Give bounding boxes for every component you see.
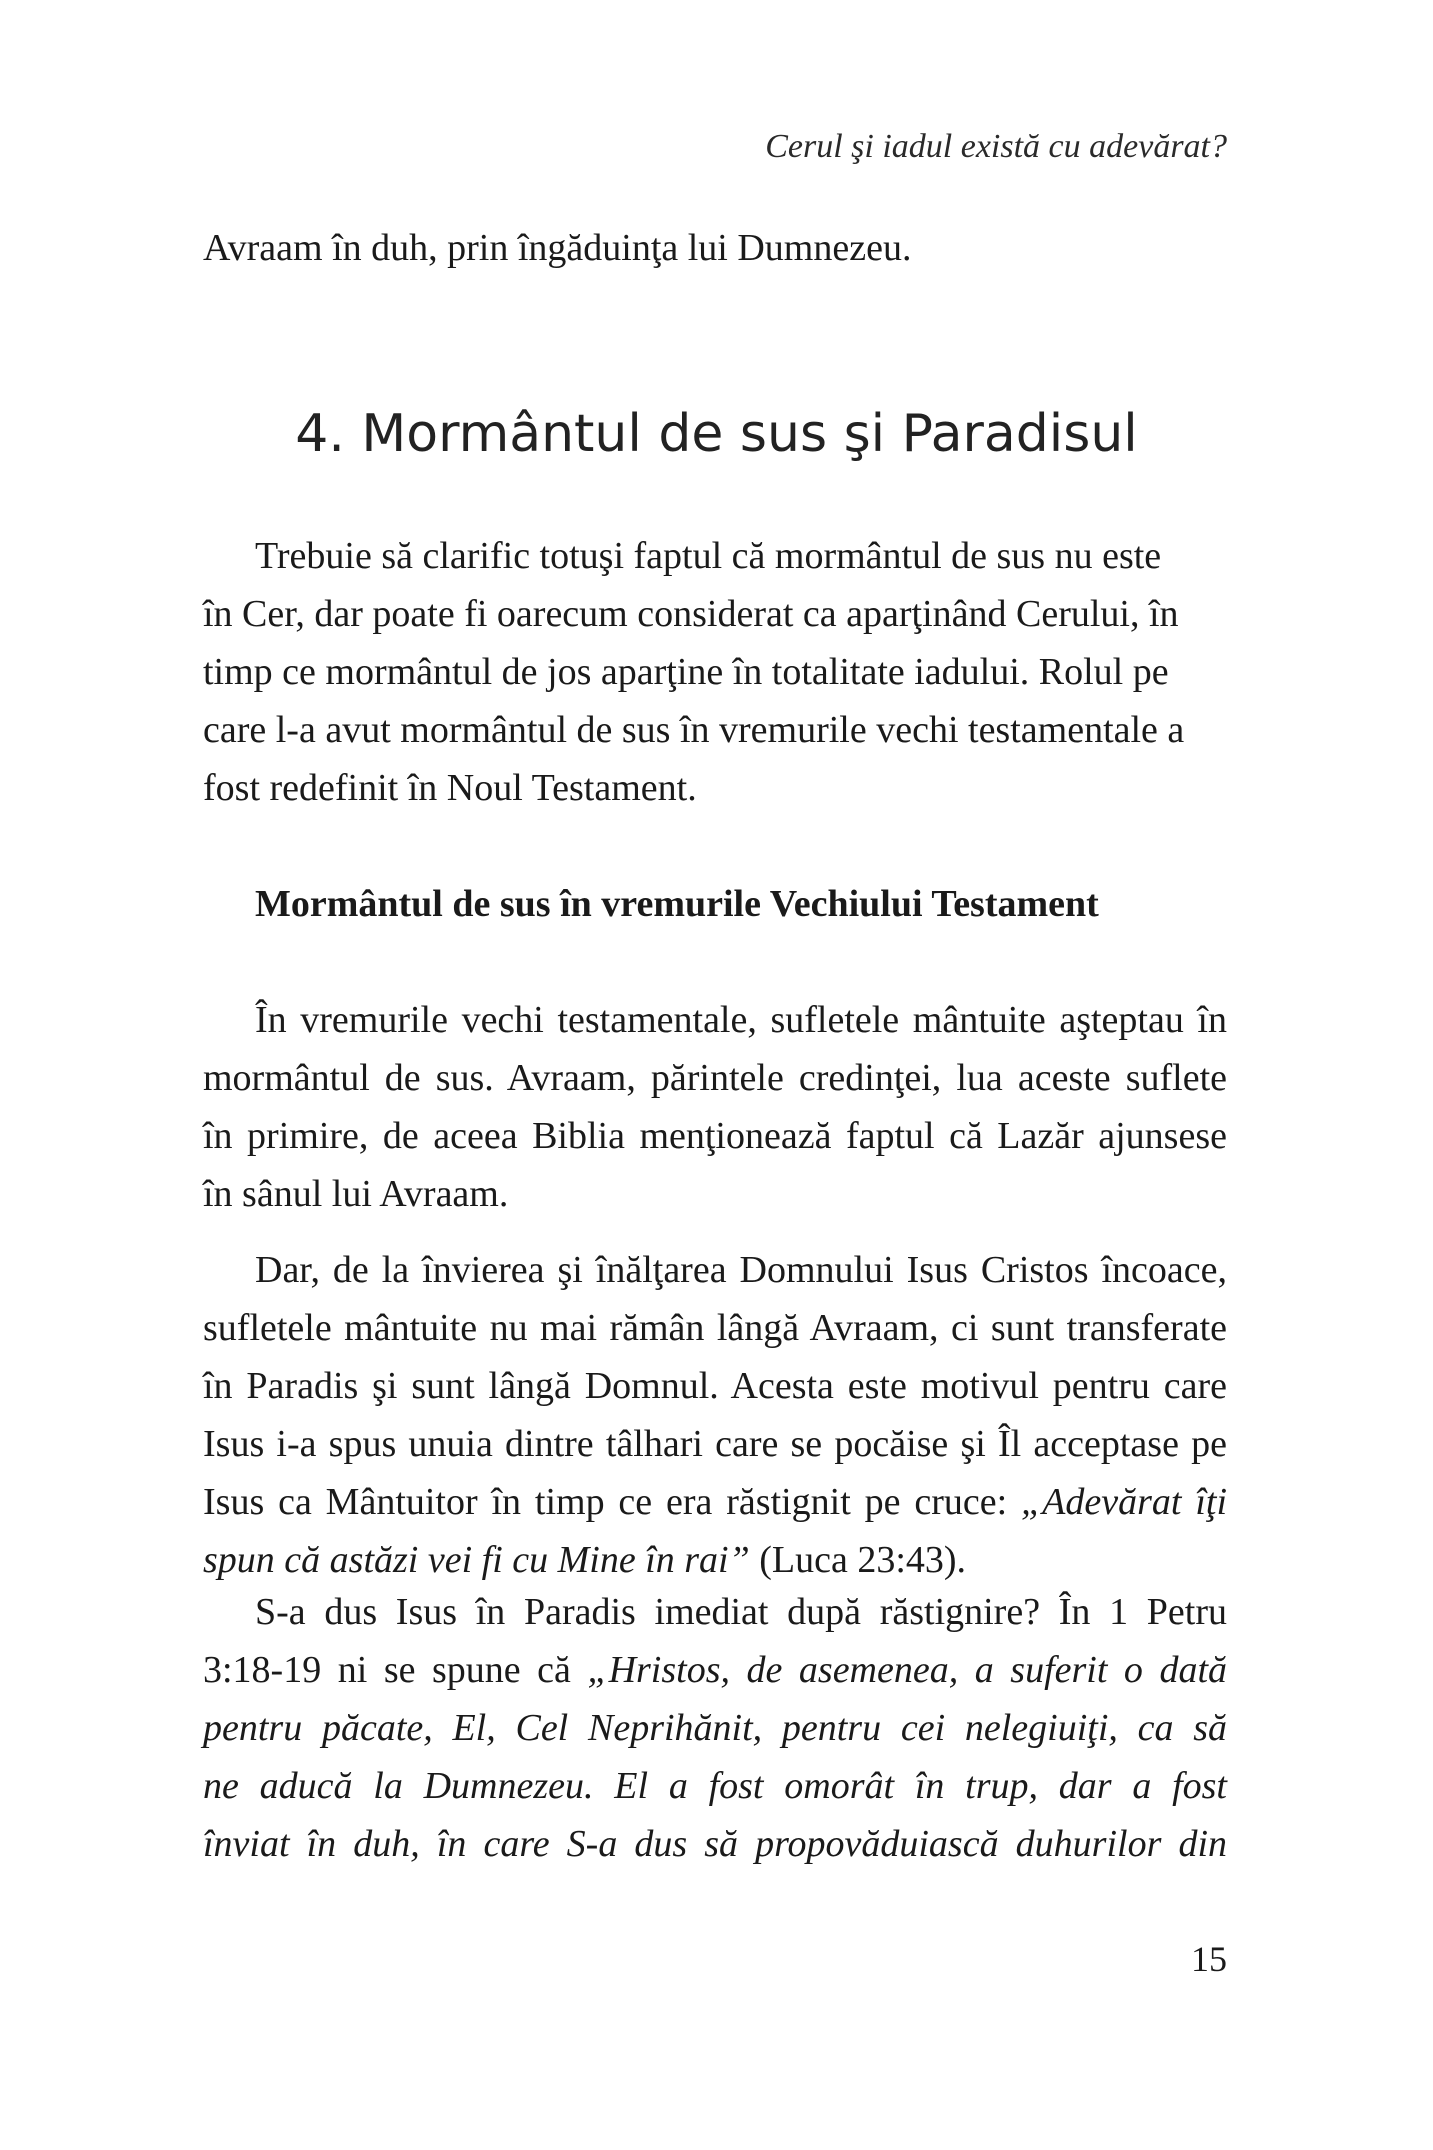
paragraph-question — [203, 1583, 1227, 1873]
text-line: Isus i-a spus unuia dintre tâlhari care se pocăise şi Îl acceptase pe — [203, 1423, 1227, 1465]
text-line: în sânul lui Avraam. — [203, 1173, 509, 1215]
scripture-reference: (Luca 23:43). — [749, 1539, 967, 1581]
bible-quote-line: pentru păcate, El, Cel Neprihănit, pentru cei nelegiuiţi, ca să — [203, 1707, 1227, 1749]
text-line: S-a dus Isus în Paradis imediat după răstignire? În 1 Petru — [255, 1591, 1227, 1633]
text-line: În vremurile vechi testamentale, sufletele mântuite aşteptau în — [255, 999, 1227, 1041]
bible-quote-line: înviat în duh, în care S-a dus să propovăduiască duhurilor din — [203, 1823, 1227, 1865]
paragraph-intro — [203, 527, 1227, 817]
bible-quote: „Adevărat îţi — [1021, 1481, 1227, 1523]
text-line: Dar, de la învierea şi înălţarea Domnului Isus Cristos încoace, — [255, 1249, 1227, 1291]
text-line: mormântul de sus. Avraam, părintele credinţei, lua aceste suflete — [203, 1057, 1227, 1099]
paragraph-paradise — [203, 1241, 1227, 1589]
text-line: fost redefinit în Noul Testament. — [203, 767, 697, 809]
text-line: sufletele mântuite nu mai rămân lângă Avraam, ci sunt transferate — [203, 1307, 1227, 1349]
text-line — [203, 1641, 1227, 1699]
text-line: în Paradis şi sunt lângă Domnul. Acesta este motivul pentru care — [203, 1365, 1227, 1407]
section-subheading: Mormântul de sus în vremurile Vechiului Testament — [255, 883, 1099, 925]
bible-quote: spun că astăzi vei fi cu Mine în rai” — [203, 1539, 750, 1581]
bible-quote: „Hristos, de asemenea, a suferit o dată — [587, 1649, 1227, 1691]
bible-quote-line: ne aducă la Dumnezeu. El a fost omorât în trup, dar a fost — [203, 1765, 1227, 1807]
paragraph-continuation — [203, 219, 1227, 277]
text-line: timp ce mormântul de jos aparţine în totalitate iadului. Rolul pe — [203, 651, 1169, 693]
text-line: Avraam în duh, prin îngăduinţa lui Dumnezeu. — [203, 227, 912, 269]
paragraph-old-testament — [203, 991, 1227, 1223]
text-run: Isus ca Mântuitor în timp ce era răstignit pe cruce: — [203, 1481, 1022, 1523]
chapter-title: 4. Mormântul de sus şi Paradisul — [295, 404, 1138, 464]
text-run: 3:18-19 ni se spune că — [203, 1649, 588, 1691]
page-number: 15 — [1191, 1939, 1227, 1979]
text-line — [203, 1473, 1227, 1531]
text-line: în primire, de aceea Biblia menţionează faptul că Lazăr ajunsese — [203, 1115, 1227, 1157]
text-line: care l-a avut mormântul de sus în vremurile vechi testamentale a — [203, 709, 1185, 751]
text-line: Trebuie să clarific totuşi faptul că mormântul de sus nu este — [255, 535, 1162, 577]
running-head: Cerul şi iadul există cu adevărat? — [765, 128, 1227, 165]
text-line: în Cer, dar poate fi oarecum considerat ca aparţinând Cerului, în — [203, 593, 1179, 635]
text-line — [203, 1531, 1227, 1589]
